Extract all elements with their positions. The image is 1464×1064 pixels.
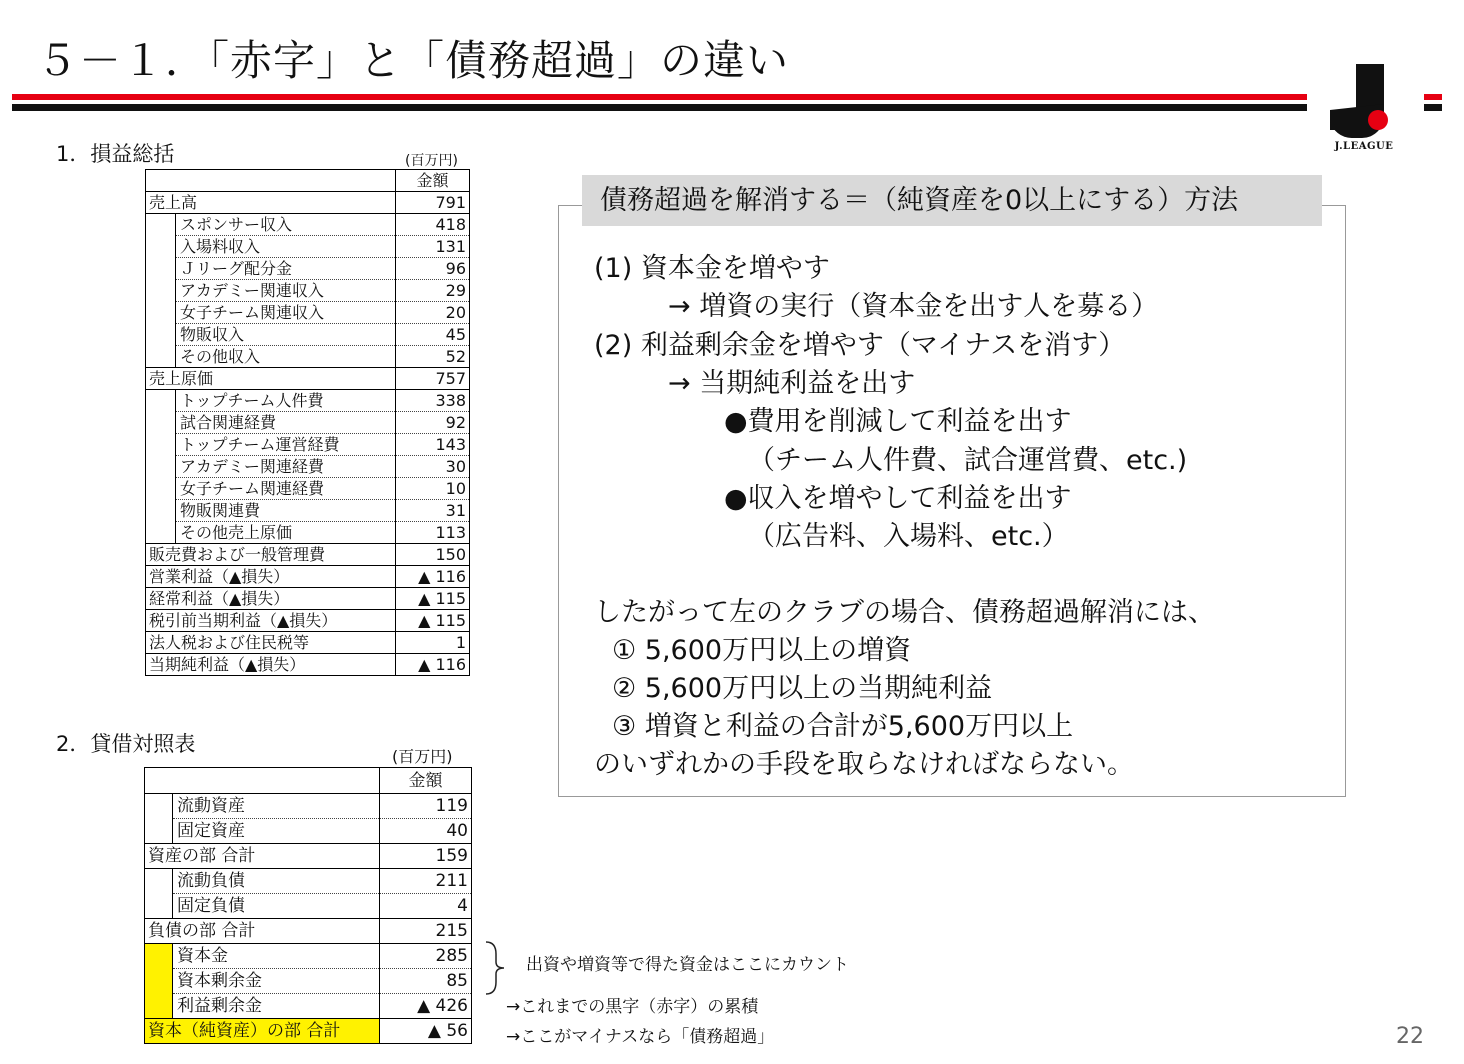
pl-col-header: 金額 — [396, 170, 470, 192]
page-number: 22 — [1396, 1024, 1424, 1049]
pl-row — [146, 434, 470, 456]
pl-indent — [146, 346, 176, 368]
bs-indent — [145, 994, 173, 1019]
pl-row-label: 法人税および住民税等 — [146, 632, 396, 654]
pl-row-value: ▲ 116 — [396, 566, 470, 588]
pl-row — [146, 192, 470, 214]
pl-row — [146, 368, 470, 390]
bs-row — [145, 869, 472, 894]
pl-row-label: その他売上原価 — [176, 522, 396, 544]
pl-row — [146, 654, 470, 676]
bs-row-label: 資本剰余金 — [173, 969, 380, 994]
bs-row — [145, 994, 472, 1019]
pl-row — [146, 588, 470, 610]
pl-row — [146, 544, 470, 566]
bs-row — [145, 844, 472, 869]
pl-row — [146, 566, 470, 588]
balance-sheet-table — [144, 767, 472, 1044]
bs-row — [145, 1019, 472, 1044]
pl-row-label: 当期純利益（▲損失） — [146, 654, 396, 676]
bs-row-value: 285 — [380, 944, 472, 969]
bs-row-label: 負債の部 合計 — [145, 919, 380, 944]
income-statement-table — [145, 169, 470, 676]
pl-row-value: 29 — [396, 280, 470, 302]
pl-row — [146, 346, 470, 368]
pl-indent — [146, 258, 176, 280]
pl-row-value: 1 — [396, 632, 470, 654]
method-box-title: 債務超過を解消する＝（純資産を0以上にする）方法 — [582, 175, 1322, 226]
pl-heading: 1．損益総括 — [56, 142, 175, 166]
method-line-5: ●費用を削減して利益を出す — [724, 406, 1072, 437]
pl-row — [146, 478, 470, 500]
pl-row — [146, 412, 470, 434]
bs-indent — [145, 969, 173, 994]
pl-row — [146, 456, 470, 478]
method-line-2: → 増資の実行（資本金を出す人を募る） — [668, 291, 1159, 322]
bs-heading: 2．貸借対照表 — [56, 732, 196, 756]
pl-row-label: 売上高 — [146, 192, 396, 214]
conclusion-line-5: のいずれかの手段を取らなければならない。 — [594, 749, 1134, 780]
bs-row-label: 資本金 — [173, 944, 380, 969]
bs-row — [145, 894, 472, 919]
pl-row-value: 31 — [396, 500, 470, 522]
pl-row-value: ▲ 115 — [396, 610, 470, 632]
conclusion-line-4: ③ 増資と利益の合計が5,600万円以上 — [612, 711, 1074, 742]
bs-indent — [145, 944, 173, 969]
pl-row — [146, 500, 470, 522]
pl-row-label: トップチーム運営経費 — [176, 434, 396, 456]
method-line-7: ●収入を増やして利益を出す — [724, 483, 1072, 514]
pl-row-value: 791 — [396, 192, 470, 214]
bs-row-value: 159 — [380, 844, 472, 869]
pl-row-value: 150 — [396, 544, 470, 566]
bs-indent — [145, 794, 173, 819]
bs-row — [145, 944, 472, 969]
pl-row-label: アカデミー関連経費 — [176, 456, 396, 478]
bs-row-value: 40 — [380, 819, 472, 844]
bs-row-value: 119 — [380, 794, 472, 819]
pl-row — [146, 390, 470, 412]
bs-row-label: 固定資産 — [173, 819, 380, 844]
pl-row-label: 物販関連費 — [176, 500, 396, 522]
conclusion-line-3: ② 5,600万円以上の当期純利益 — [612, 673, 993, 704]
header-black-rule-right — [1424, 104, 1442, 111]
pl-indent — [146, 478, 176, 500]
pl-row-value: 45 — [396, 324, 470, 346]
pl-row — [146, 522, 470, 544]
pl-indent — [146, 236, 176, 258]
logo-wordmark: J.LEAGUE — [1334, 141, 1394, 152]
bs-row-label: 資本（純資産）の部 合計 — [145, 1019, 380, 1044]
pl-indent — [146, 456, 176, 478]
header-red-rule-right — [1424, 94, 1442, 100]
pl-row-label: 試合関連経費 — [176, 412, 396, 434]
note-retained: →これまでの黒字（赤字）の累積 — [506, 997, 759, 1017]
pl-row-value: 338 — [396, 390, 470, 412]
pl-row-label: 入場料収入 — [176, 236, 396, 258]
pl-row-label: 女子チーム関連収入 — [176, 302, 396, 324]
pl-indent — [146, 302, 176, 324]
pl-row-label: 営業利益（▲損失） — [146, 566, 396, 588]
note-capital: 出資や増資等で得た資金はここにカウント — [526, 955, 849, 975]
pl-row-label: 物販収入 — [176, 324, 396, 346]
pl-row-value: 418 — [396, 214, 470, 236]
bs-row-value: 211 — [380, 869, 472, 894]
pl-row-value: 30 — [396, 456, 470, 478]
pl-row-value: 92 — [396, 412, 470, 434]
pl-row-value: 52 — [396, 346, 470, 368]
bs-row-value: 85 — [380, 969, 472, 994]
bs-col-header: 金額 — [380, 768, 472, 794]
note-insolvency: →ここがマイナスなら「債務超過」 — [506, 1027, 775, 1047]
bs-row — [145, 819, 472, 844]
pl-indent — [146, 500, 176, 522]
bs-row-label: 利益剰余金 — [173, 994, 380, 1019]
bs-row — [145, 919, 472, 944]
pl-row-value: 10 — [396, 478, 470, 500]
bs-row-label: 流動資産 — [173, 794, 380, 819]
pl-row — [146, 258, 470, 280]
pl-row-value: 757 — [396, 368, 470, 390]
pl-indent — [146, 522, 176, 544]
pl-row-label: 販売費および一般管理費 — [146, 544, 396, 566]
bs-row — [145, 969, 472, 994]
conclusion-line-2: ① 5,600万円以上の増資 — [612, 635, 912, 666]
bs-indent — [145, 894, 173, 919]
pl-row — [146, 302, 470, 324]
bs-row — [145, 794, 472, 819]
bs-indent — [145, 819, 173, 844]
pl-indent — [146, 434, 176, 456]
pl-row-value: 96 — [396, 258, 470, 280]
pl-row — [146, 610, 470, 632]
pl-row-value: ▲ 116 — [396, 654, 470, 676]
bs-unit: (百万円) — [392, 747, 453, 766]
bs-row-value: ▲ 426 — [380, 994, 472, 1019]
pl-indent — [146, 324, 176, 346]
pl-row-label: トップチーム人件費 — [176, 390, 396, 412]
bs-indent — [145, 869, 173, 894]
page-title: ５－１．「赤字」と「債務超過」の違い — [36, 36, 790, 85]
pl-row-label: 税引前当期利益（▲損失） — [146, 610, 396, 632]
pl-indent — [146, 280, 176, 302]
pl-unit: (百万円) — [405, 153, 458, 169]
bs-row-label: 固定負債 — [173, 894, 380, 919]
conclusion-line-1: したがって左のクラブの場合、債務超過解消には、 — [594, 597, 1215, 628]
pl-row — [146, 214, 470, 236]
pl-row — [146, 280, 470, 302]
pl-row-value: 143 — [396, 434, 470, 456]
method-line-3: (2) 利益剰余金を増やす（マイナスを消す） — [594, 330, 1126, 361]
pl-row-value: 20 — [396, 302, 470, 324]
method-line-6: （チーム人件費、試合運営費、etc.) — [748, 445, 1188, 476]
pl-indent — [146, 214, 176, 236]
pl-row-label: 売上原価 — [146, 368, 396, 390]
pl-row — [146, 632, 470, 654]
header-red-rule — [12, 94, 1307, 100]
pl-row-label: アカデミー関連収入 — [176, 280, 396, 302]
pl-indent — [146, 412, 176, 434]
pl-row-value: 113 — [396, 522, 470, 544]
pl-row-label: 経常利益（▲損失） — [146, 588, 396, 610]
bs-row-label: 資産の部 合計 — [145, 844, 380, 869]
bs-row-value: ▲ 56 — [380, 1019, 472, 1044]
pl-row — [146, 236, 470, 258]
pl-row — [146, 324, 470, 346]
method-line-1: (1) 資本金を増やす — [594, 253, 830, 284]
pl-row-label: Ｊリーグ配分金 — [176, 258, 396, 280]
pl-row-label: スポンサー収入 — [176, 214, 396, 236]
bs-row-value: 4 — [380, 894, 472, 919]
header-black-rule — [12, 104, 1307, 111]
pl-row-label: 女子チーム関連経費 — [176, 478, 396, 500]
pl-row-value: ▲ 115 — [396, 588, 470, 610]
bs-row-label: 流動負債 — [173, 869, 380, 894]
pl-indent — [146, 390, 176, 412]
brace-icon — [482, 940, 508, 996]
method-line-8: （広告料、入場料、etc.） — [748, 521, 1069, 552]
pl-row-value: 131 — [396, 236, 470, 258]
bs-row-value: 215 — [380, 919, 472, 944]
pl-row-label: その他収入 — [176, 346, 396, 368]
method-line-4: → 当期純利益を出す — [668, 368, 916, 399]
